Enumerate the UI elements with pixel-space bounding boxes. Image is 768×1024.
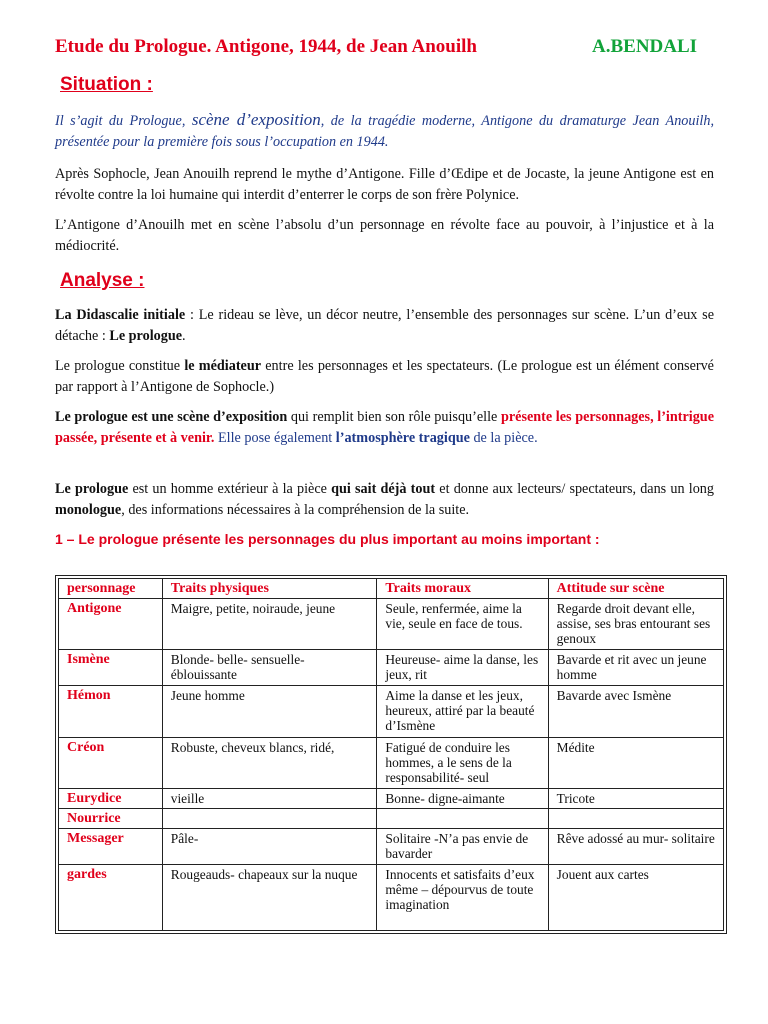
intro-start: Il s’agit du Prologue, [55, 113, 192, 129]
analyse-p3-blue: Elle pose également [214, 429, 336, 446]
table-row [59, 738, 724, 789]
table-row [59, 650, 724, 686]
characters-table [58, 578, 724, 931]
analyse-p4-bold-1: Le prologue [55, 481, 129, 497]
situation-heading: Situation : [60, 74, 153, 95]
table-subheading: 1 – Le prologue présente les personnages du plus important au moins important : [55, 531, 600, 547]
analyse-p4-text-1: est un homme extérieur à la pièce [128, 481, 332, 497]
character-name: gardes [59, 865, 163, 931]
moral-traits: Innocents et satisfaits d’eux même – dépourvus de toute imagination [377, 865, 548, 931]
analyse-p3-red: présente les personnages, l’intrigue passée, présente et à venir. [55, 409, 714, 446]
column-header-personnage: personnage [59, 579, 163, 599]
analyse-p3-blue-end: de la pièce. [469, 429, 538, 446]
character-name: Ismène [59, 650, 163, 686]
analyse-p3-mid: qui remplit bien son rôle puisqu’elle [287, 409, 501, 425]
physical-traits: Robuste, cheveux blancs, ridé, [162, 738, 377, 789]
physical-traits: vieille [162, 789, 377, 809]
moral-traits: Seule, renfermée, aime la vie, seule en face de tous. [377, 599, 548, 650]
column-header-attitude: Attitude sur scène [548, 579, 723, 599]
character-name: Eurydice [59, 789, 163, 809]
stage-attitude: Tricote [548, 789, 723, 809]
analyse-paragraph-3 [55, 407, 714, 448]
physical-traits: Maigre, petite, noiraude, jeune [162, 599, 377, 650]
moral-traits: Bonne- digne-aimante [377, 789, 548, 809]
analyse-p3-bold: Le prologue est une scène d’exposition [55, 409, 288, 425]
analyse-p4-bold-2: qui sait déjà tout [331, 481, 436, 497]
table-row [59, 829, 724, 865]
intro-emphasis: scène d’exposition [191, 110, 321, 129]
stage-attitude: Médite [548, 738, 723, 789]
character-name: Hémon [59, 686, 163, 738]
intro-end: , de la tragédie moderne, Antigone du dramaturge Jean Anouilh, présentée pour la première fois sous l’occupation en 1944. [55, 113, 714, 150]
situation-paragraph-2: Après Sophocle, Jean Anouilh reprend le mythe d’Antigone. Fille d’Œdipe et de Jocaste, la jeune Antigone est en révolte contre la loi humaine qui interdit d’enterrer le corps de son frère Polynice. [55, 166, 714, 203]
analyse-p4-text-2: et donne aux lecteurs/ spectateurs, dans un long [435, 481, 714, 497]
stage-attitude [548, 809, 723, 829]
moral-traits: Heureuse- aime la danse, les jeux, rit [377, 650, 548, 686]
analyse-p4-bold-3: monologue [55, 501, 122, 518]
character-name: Antigone [59, 599, 163, 650]
physical-traits: Blonde- belle- sensuelle- éblouissante [162, 650, 377, 686]
physical-traits [162, 809, 377, 829]
moral-traits: Solitaire -N’a pas envie de bavarder [377, 829, 548, 865]
table-row [59, 865, 724, 931]
stage-attitude: Rêve adossé au mur- solitaire [548, 829, 723, 865]
analyse-p2-end: entre les personnages et les spectateurs. (Le prologue est un élément conservé par rapport à l’Antigone de Sophocle.) [55, 358, 714, 395]
table-row [59, 599, 724, 650]
mediateur-emphasis: le médiateur [184, 358, 262, 374]
prologue-emphasis: Le prologue [109, 327, 183, 344]
character-name: Nourrice [59, 809, 163, 829]
character-name: Messager [59, 829, 163, 865]
analyse-paragraph-2 [55, 356, 714, 397]
column-header-traits-physiques: Traits physiques [162, 579, 377, 599]
analyse-paragraph-1 [55, 305, 714, 346]
moral-traits [377, 809, 548, 829]
moral-traits: Aime la danse et les jeux, heureux, attiré par la beauté d’Ismène [377, 686, 548, 738]
moral-traits: Fatigué de conduire les hommes, a le sens de la responsabilité- seul [377, 738, 548, 789]
analyse-p4-text-3: , des informations nécessaires à la compréhension de la suite. [121, 501, 470, 518]
table-row [59, 789, 724, 809]
didascalie-label: La Didascalie initiale [55, 307, 186, 323]
physical-traits: Rougeauds- chapeaux sur la nuque [162, 865, 377, 931]
analyse-p1-end: . [182, 327, 186, 344]
stage-attitude: Jouent aux cartes [548, 865, 723, 931]
stage-attitude: Bavarde avec Ismène [548, 686, 723, 738]
table-header-row [59, 579, 724, 599]
situation-intro [55, 110, 714, 152]
analyse-p2-start: Le prologue constitue [55, 358, 185, 374]
stage-attitude: Bavarde et rit avec un jeune homme [548, 650, 723, 686]
table-row [59, 809, 724, 829]
table-row [59, 686, 724, 738]
situation-paragraph-3: L’Antigone d’Anouilh met en scène l’absolu d’un personnage en révolte face au pouvoir, à l’injustice et à la médiocrité. [55, 217, 714, 254]
analyse-heading: Analyse : [60, 270, 145, 291]
author-name: A.BENDALI [592, 36, 698, 57]
stage-attitude: Regarde droit devant elle, assise, ses bras entourant ses genoux [548, 599, 723, 650]
physical-traits: Jeune homme [162, 686, 377, 738]
physical-traits: Pâle- [162, 829, 377, 865]
didascalie-text: : Le rideau se lève, un décor neutre, l’ensemble des personnages sur scène. L’un d’eux se détache : [55, 307, 715, 344]
character-name: Créon [59, 738, 163, 789]
column-header-traits-moraux: Traits moraux [377, 579, 548, 599]
analyse-paragraph-4 [55, 479, 714, 520]
document-title: Etude du Prologue. Antigone, 1944, de Jean Anouilh [55, 36, 477, 57]
atmosphere-emphasis: l’atmosphère tragique [335, 429, 470, 446]
